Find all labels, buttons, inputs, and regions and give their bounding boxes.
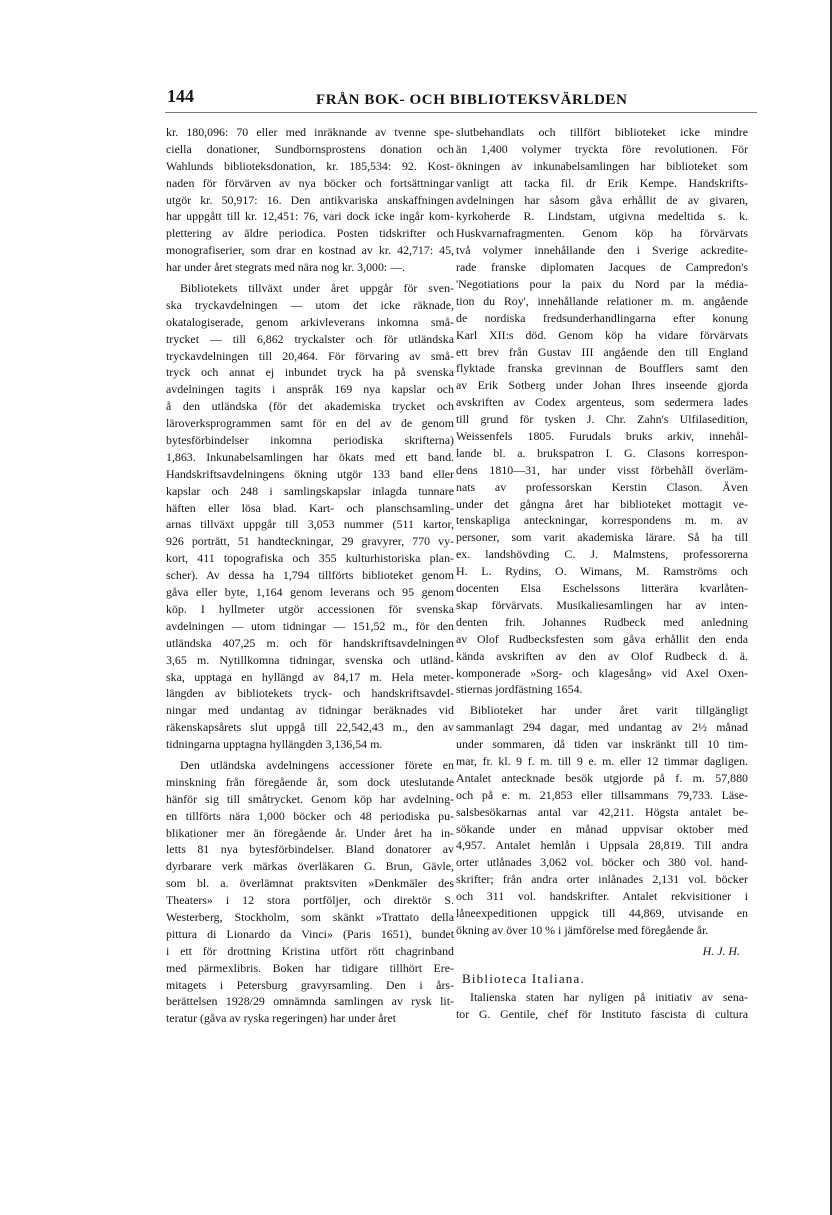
text-line: och på e. m. 21,853 eller tillsammans 79,733. Läse-	[456, 787, 748, 802]
text-line: Handskriftsavdelningens ökning utgör 133 band eller	[166, 466, 454, 481]
text-line: kapslar och 248 i samlingskapslar inlagda tunnare	[166, 483, 454, 498]
text-line: Antalet antecknade besök utgjorde på f. m. 57,880	[456, 770, 748, 785]
text-line: ska, upptaga en hyllängd av 84,17 m. Hela meter-	[166, 669, 454, 684]
text-line: orter utlånades 3,062 vol. böcker och 380 vol. hand-	[456, 855, 748, 870]
text-line: Biblioteket har under året varit tillgängligt	[470, 703, 748, 718]
text-line: mitagets i Petersburg gravyrsamling. Den i års-	[166, 977, 454, 992]
text-line: tidningarna upptagna hyllängden 3,136,54 m.	[166, 737, 383, 752]
text-line: pittura di Lionardo da Vinci» (Paris 1651), bundet	[166, 926, 454, 941]
text-line: avskriften av Codex argenteus, som sedermera lades	[456, 395, 748, 410]
text-line: teratur (gåva av ryska regeringen) har under året	[166, 1011, 397, 1026]
text-line: köp. I hyllmeter utgör accessionen för svenska	[166, 601, 454, 616]
text-line: Huskvarnafragmenten. Genom köp ha förvärvats	[456, 226, 748, 241]
text-line: monografiserier, som drar en kostnad av kr. 42,717: 45,	[166, 243, 454, 258]
text-line: komponerade »Sorg- och klagesång» vid Axel Oxen-	[456, 665, 748, 680]
text-line: plettering av äldre periodica. Posten tidskrifter och	[166, 226, 454, 241]
text-line: kyrkoherde R. Lindstam, utgivna medeltida s. k.	[456, 209, 748, 224]
text-line: dyrbarare verk märkas överläkaren G. Brun, Gävle,	[166, 859, 454, 874]
text-line: lande bl. a. brukspatron I. G. Clasons korrespon-	[456, 445, 748, 460]
text-line: de nordiska fredsunderhandlingarna efter konung	[456, 310, 748, 325]
text-line: ciella donationer, Sundbornsprostens donation och	[166, 141, 454, 156]
text-line: en tillförts nära 1,000 böcker och 48 periodiska pu-	[166, 808, 454, 823]
text-line: läroverksprogrammen samt för en del av de genom	[166, 416, 454, 431]
text-line: i ett för drottning Kristina utfört rött chagrinband	[166, 943, 454, 958]
text-line: nats av professorskan Kerstin Clason. Även	[456, 479, 748, 494]
text-line: 926 porträtt, 51 handteckningar, 29 gravyrer, 770 vy-	[166, 534, 454, 549]
paragraph	[456, 124, 748, 698]
text-line: blikationer mer än föregående år. Under året ha in-	[166, 825, 454, 840]
text-line: Weissenfels 1805. Furudals bruks arkiv, innehål-	[456, 429, 748, 444]
text-line: kr. 180,096: 70 eller med inräknande av tvenne spe-	[166, 125, 454, 139]
text-line: och 311 vol. handskrifter. Antalet rekvisitioner i	[456, 889, 748, 904]
text-line: arnas tillväxt uppgår till 3,053 nummer (511 kartor,	[166, 517, 454, 532]
text-line: H. L. Rydins, O. Wimans, M. Ramströms och	[456, 564, 748, 579]
text-line: har uppgått till kr. 12,451: 76, vari dock icke ingår kom-	[166, 209, 454, 224]
text-line: letts 81 nya bytesförbindelser. Bland donatorer av	[166, 842, 454, 857]
text-line: dens 1810—31, har under visst förbehåll överläm-	[456, 462, 748, 477]
text-line: mar, fr. kl. 9 f. m. till 9 e. m. eller 12 timmar dagligen.	[456, 753, 748, 768]
text-line: kort, 411 topografiska och 355 kulturhistoriska plan-	[166, 551, 454, 566]
text-line: hänför sig till småtrycket. Genom köp har avdelning-	[166, 791, 454, 806]
header-rule	[165, 112, 757, 113]
text-line: räkenskapsårets slut uppgå till 22,542,43 m., den av	[166, 720, 454, 735]
text-line: som bl. a. överlämnat praktsviten »Denkmäler des	[166, 876, 454, 891]
text-line: ningar med undantag av tidningar beräknades vid	[166, 703, 454, 718]
text-line: tryck och annat ej inbundet tryck ha på svenska	[166, 365, 454, 380]
text-line: Theaters» i 12 stora portföljer, och direktör S.	[166, 893, 454, 908]
page-number: 144	[167, 86, 194, 106]
text-line: skap förvärvats. Musikaliesamlingen har av inten-	[456, 597, 748, 612]
text-line: ökning av över 10 % i jämförelse med föregående år.	[456, 922, 709, 937]
right-column	[456, 124, 748, 960]
text-line: tor G. Gentile, chef för Instituto fascista di cultura	[456, 1006, 748, 1021]
text-line: tion du Roy', innehållande relationer m. m. angående	[456, 293, 748, 308]
text-line: Karl XII:s död. Genom köp ha vidare förvärvats	[456, 327, 748, 342]
text-line: längden av bibliotekets tryck- och handskriftsavdel-	[166, 686, 454, 701]
text-line: å den utländska (för det akademiska trycket och	[166, 399, 454, 414]
text-line: sökande under en månad uppvisar oktober med	[456, 821, 748, 836]
paragraph	[166, 280, 454, 753]
text-line: två volymer innehållande den i Sverige ackredite-	[456, 243, 748, 258]
text-line: trycket — till 6,862 tryckalster och för utländska	[166, 331, 454, 346]
text-line: av Olof Rudbecksfesten som gåva erhållit den enda	[456, 631, 748, 646]
text-line: låneexpeditionen uppgick till 44,869, utvisande en	[456, 905, 748, 920]
text-line: sammanlagt 294 dagar, med undantag av 2½ månad	[456, 720, 748, 735]
text-line: utländska 407,25 m. och för handskriftsavdelningen	[166, 635, 454, 650]
text-line: Italienska staten har nyligen på initiativ av sena-	[470, 990, 748, 1004]
text-line: bytesförbindelser inkomna periodiska skrifterna)	[166, 433, 454, 448]
text-line: häften eller lösa blad. Kart- och planschsamling-	[166, 500, 454, 515]
text-line: avdelningen har såsom gåva erhållit de av givaren,	[456, 192, 748, 207]
text-line: tenskapliga anteckningar, korrespondens m. m. av	[456, 513, 748, 528]
left-column	[166, 124, 454, 1031]
text-line: med pärmexlibris. Boken har tidigare tillhört Ere-	[166, 960, 454, 975]
text-line: salsbesökarnas antal var 42,211. Högsta antalet be-	[456, 804, 748, 819]
text-line: av Erik Sotberg under Johan Ihres inseende gjorda	[456, 378, 748, 393]
text-line: personer, som varit akademiska lärare. Så ha till	[456, 530, 748, 545]
signature: H. J. H.	[702, 943, 740, 958]
text-line: slutbehandlats och tillfört biblioteket icke mindre	[456, 125, 748, 139]
text-line: tryckavdelningen till 20,464. För förvaring av små-	[166, 348, 454, 363]
text-line: avdelningen — utom tidningar — 151,52 m., för den	[166, 618, 454, 633]
text-line: ett brev från Gustav III angående den till England	[456, 344, 748, 359]
text-line: ex. landshövding C. J. Malmstens, professorerna	[456, 547, 748, 562]
text-line: kända avskriften av den av Olof Rudbeck d. ä.	[456, 648, 748, 663]
running-title: FRÅN BOK- OCH BIBLIOTEKSVÄRLDEN	[316, 92, 628, 108]
text-line: 4,957. Antalet hemlån i Uppsala 28,819. Till andra	[456, 838, 748, 853]
text-line: naden för förvärven av nya böcker och fortsättningar	[166, 175, 454, 190]
text-line: under det gångna året har biblioteket mottagit ve-	[456, 496, 748, 511]
section-heading: Biblioteca Italiana.	[462, 971, 585, 986]
text-line: Wahlunds biblioteksdonation, kr. 185,534: 92. Kost-	[166, 158, 454, 173]
text-line: docenten Elsa Eschelssons litterära kvarlåten-	[456, 581, 748, 596]
text-line: berättelsen 1928/29 omnämnda samlingen av rysk lit-	[166, 994, 454, 1009]
text-line: vanligt att tacka fil. dr Erik Kempe. Handskrifts-	[456, 175, 748, 190]
section-body	[456, 989, 748, 1023]
text-line: utgör kr. 50,917: 16. Den antikvariska anskaffningen	[166, 192, 454, 207]
text-line: stiernas jordfästning 1654.	[456, 682, 583, 697]
text-line: 3,65 m. Nytillkomna tidningar, svenska och utländ-	[166, 652, 454, 667]
text-line: rade franske diplomaten Jacques de Campredon's	[456, 260, 748, 275]
text-line: Westerberg, Stockholm, som skänkt »Trattato della	[166, 909, 454, 924]
text-line: 1,863. Inkunabelsamlingen har ökats med ett band.	[166, 449, 454, 464]
paragraph	[456, 702, 748, 938]
text-line: 'Negotiations pour la paix du Nord par la média-	[456, 277, 748, 292]
text-line: gåva eller byte, 1,164 genom leverans och 95 genom	[166, 585, 454, 600]
paragraph	[166, 124, 454, 276]
text-line: ökningen av inkunabelsamlingen har biblioteket som	[456, 158, 748, 173]
text-line: har under året stegrats med nära nog kr. 3,000: —.	[166, 260, 406, 275]
text-line: till grund för tysken J. Chr. Zahn's Ulfilasedition,	[456, 412, 748, 427]
text-line: skrifter; från andra orter inlånades 2,131 vol. böcker	[456, 872, 748, 887]
text-line: denten frih. Johannes Rudbeck med anledning	[456, 614, 748, 629]
text-line: flyktade franska grevinnan de Boufflers samt den	[456, 361, 748, 376]
text-line: minskning från föregående år, som dock uteslutande	[166, 774, 454, 789]
text-line: än 1,400 volymer tryckta före revolutionen. För	[456, 141, 748, 156]
text-line: avdelningen tagits i anspråk 169 nya kapslar och	[166, 382, 454, 397]
paragraph	[166, 757, 454, 1027]
text-line: under sommaren, då tiden var inskränkt till 10 tim-	[456, 737, 748, 752]
text-line: okatalogiserade, genom arkivleverans inkomna små-	[166, 314, 454, 329]
text-line: scher). Av dessa ha 1,794 tillförts biblioteket genom	[166, 568, 454, 583]
text-line: Bibliotekets tillväxt under året uppgår för sven-	[180, 281, 454, 296]
text-line: Den utländska avdelningens accessioner förete en	[180, 757, 454, 772]
text-line: ska tryckavdelningen — utom det icke räknade,	[166, 297, 454, 312]
